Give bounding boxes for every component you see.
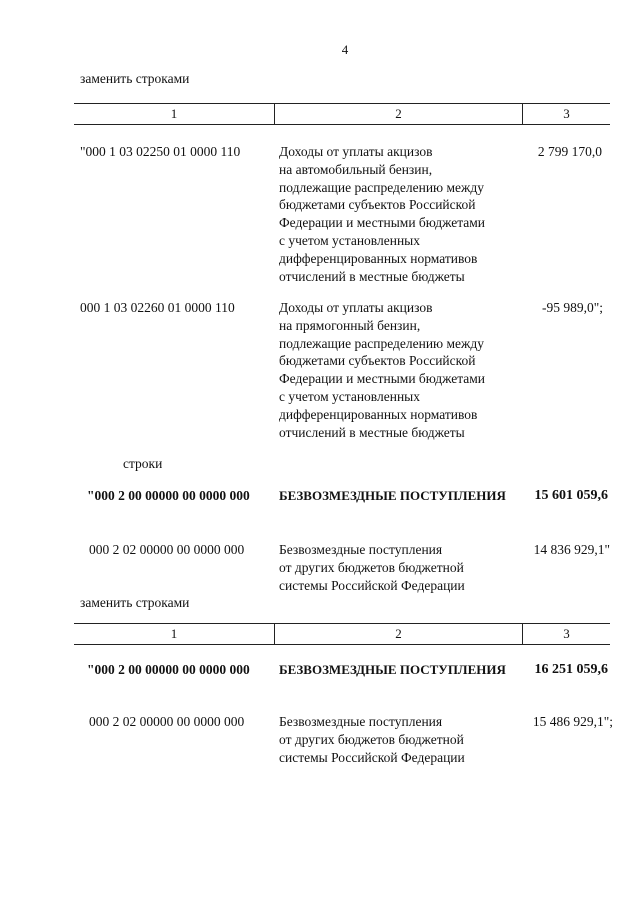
- table-row-amount: 15 601 059,6: [534, 488, 608, 503]
- table-row-amount: 14 836 929,1": [533, 542, 610, 557]
- table-row-description: Доходы от уплаты акцизов на автомобильный бензин, подлежащие распределению между бюджетами субъектов Российской Федерации и местными бюджетами с учетом установленных дифференцированных нормативов отчислений в местные бюджеты: [279, 144, 486, 284]
- column-header-3: 3: [563, 106, 570, 121]
- table-row-amount: 15 486 929,1";: [532, 714, 613, 729]
- table-row-code: "000 2 00 00000 00 0000 000: [87, 488, 250, 503]
- table-row-description: Безвозмездные поступления от других бюджетов бюджетной системы Российской Федерации: [279, 714, 465, 765]
- table-header: [74, 103, 610, 125]
- table-row-description: Безвозмездные поступления от других бюджетов бюджетной системы Российской Федерации: [279, 542, 465, 593]
- table-row-description: БЕЗВОЗМЕЗДНЫЕ ПОСТУПЛЕНИЯ: [279, 488, 506, 503]
- page-number: 4: [341, 42, 349, 57]
- table-row-code: 000 2 02 00000 00 0000 000: [89, 714, 245, 729]
- column-header-2: 2: [275, 104, 523, 124]
- label-lines: строки: [123, 456, 163, 471]
- table-row-description: Доходы от уплаты акцизов на прямогонный бензин, подлежащие распределению между бюджетами субъектов Российской Федерации и местными бюджетами с учетом установленных дифференцированных нормативов отчислений в местные бюджеты: [279, 300, 486, 440]
- instruction-replace-lines: заменить строками: [80, 595, 190, 610]
- table-row-code: "000 2 00 00000 00 0000 000: [87, 662, 250, 677]
- column-header-1: 1: [74, 104, 275, 124]
- table-row-code: 000 2 02 00000 00 0000 000: [89, 542, 245, 557]
- column-header-1: 1: [74, 624, 275, 644]
- table-row-code: "000 1 03 02250 01 0000 110: [80, 144, 241, 159]
- instruction-replace-lines: заменить строками: [80, 71, 190, 86]
- table-row-description: БЕЗВОЗМЕЗДНЫЕ ПОСТУПЛЕНИЯ: [279, 662, 506, 677]
- table-header: [74, 623, 610, 645]
- table-row-amount: 16 251 059,6: [534, 662, 608, 677]
- column-header-2: 2: [275, 624, 523, 644]
- table-row-amount: -95 989,0";: [541, 300, 603, 315]
- table-row-amount: 2 799 170,0: [537, 144, 602, 159]
- table-row-code: 000 1 03 02260 01 0000 110: [80, 300, 235, 315]
- column-header-3: 3: [563, 626, 570, 641]
